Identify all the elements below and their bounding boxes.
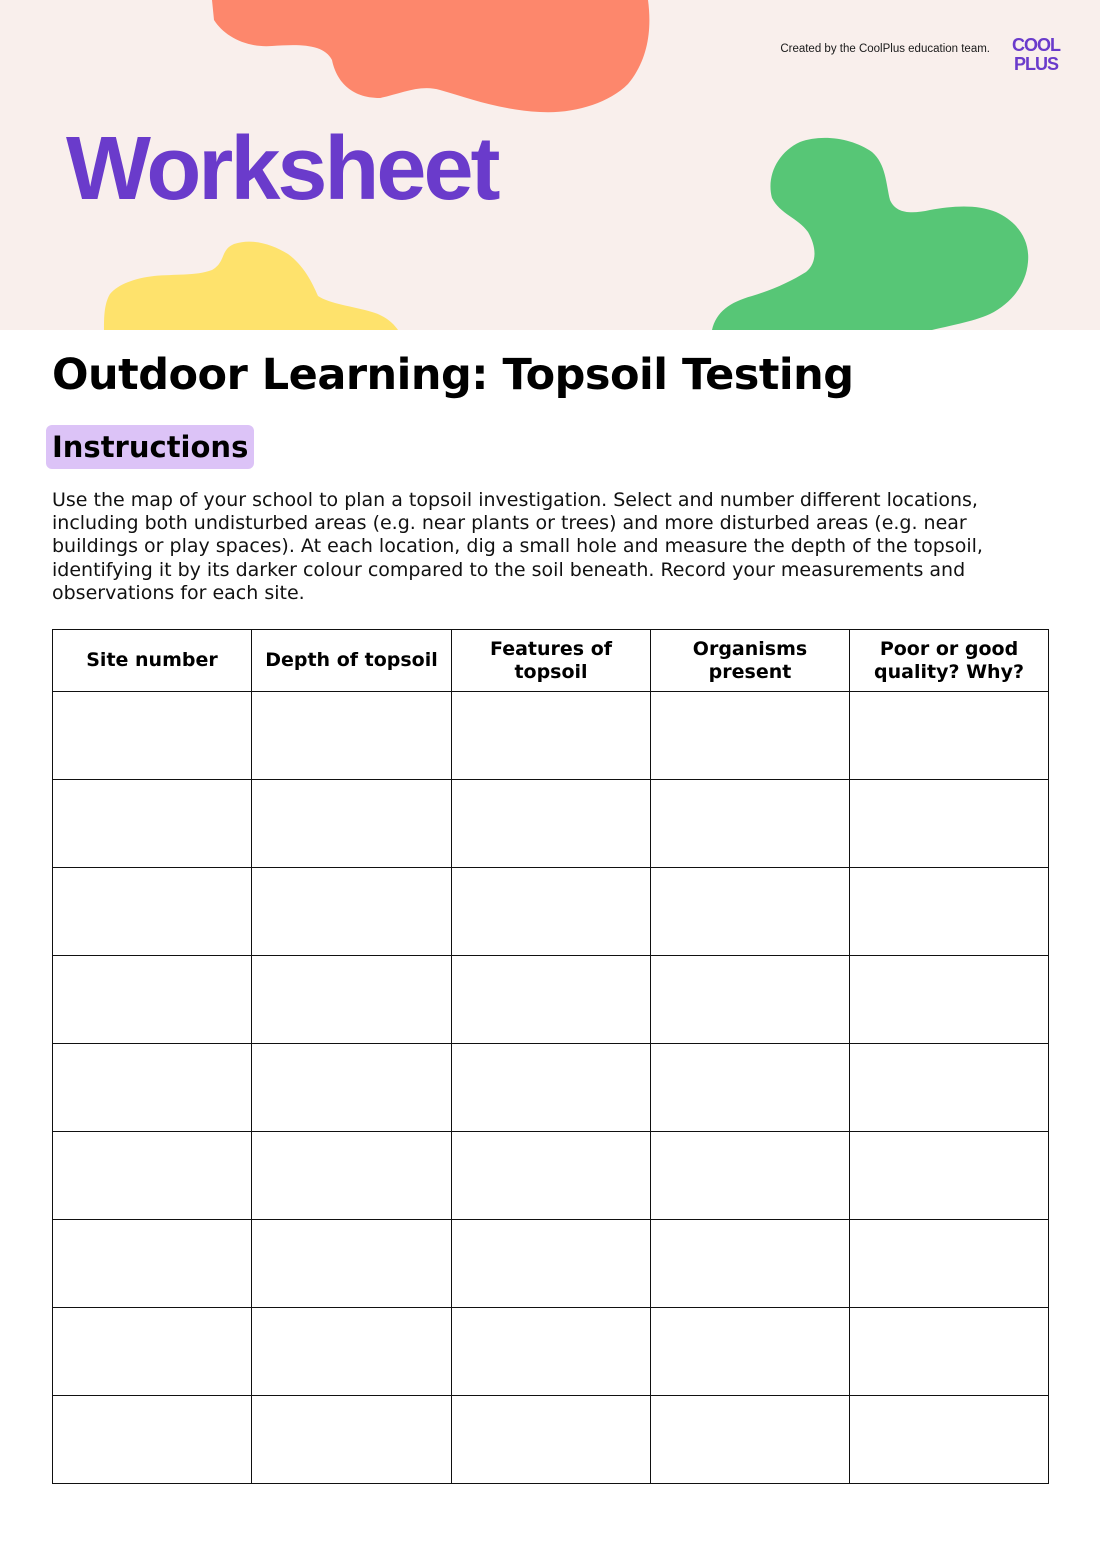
topsoil-record-table <box>52 629 1049 1484</box>
table-cell[interactable] <box>53 956 252 1044</box>
table-cell[interactable] <box>850 1132 1049 1220</box>
table-cell[interactable] <box>651 692 850 780</box>
header-depth-of-topsoil: Depth of topsoil <box>252 630 452 692</box>
table-cell[interactable] <box>452 956 651 1044</box>
table-cell[interactable] <box>252 1132 452 1220</box>
instructions-heading: Instructions <box>46 425 254 469</box>
svg-text:PLUS: PLUS <box>1013 54 1059 72</box>
table-row <box>53 868 1049 956</box>
table-cell[interactable] <box>252 780 452 868</box>
table-cell[interactable] <box>850 1044 1049 1132</box>
table-cell[interactable] <box>252 1396 452 1484</box>
table-cell[interactable] <box>53 1396 252 1484</box>
table-row <box>53 1132 1049 1220</box>
table-cell[interactable] <box>651 1396 850 1484</box>
table-cell[interactable] <box>452 692 651 780</box>
header-site-number: Site number <box>53 630 252 692</box>
table-row <box>53 956 1049 1044</box>
table-cell[interactable] <box>850 1396 1049 1484</box>
table-cell[interactable] <box>651 1220 850 1308</box>
banner-title: Worksheet <box>66 119 498 219</box>
table-row <box>53 780 1049 868</box>
header-features-of-topsoil: Features of topsoil <box>452 630 651 692</box>
table-cell[interactable] <box>452 1132 651 1220</box>
table-row <box>53 1044 1049 1132</box>
table-cell[interactable] <box>53 1220 252 1308</box>
header-organisms-present: Organisms present <box>651 630 850 692</box>
table-cell[interactable] <box>651 956 850 1044</box>
table-cell[interactable] <box>850 956 1049 1044</box>
coolplus-logo <box>1004 34 1068 72</box>
instructions-text: Use the map of your school to plan a topsoil investigation. Select and number different locations, including both undisturbed areas (e.g. near plants or trees) and more disturbed areas (e.g. near buildings or play spaces). At each location, dig a small hole and measure the depth of the topsoil, identifying it by its darker colour compared to the soil beneath. Record your measurements and observations for each site. <box>52 489 983 604</box>
table-cell[interactable] <box>252 1308 452 1396</box>
table-cell[interactable] <box>651 1044 850 1132</box>
table-cell[interactable] <box>850 1220 1049 1308</box>
table-cell[interactable] <box>53 1132 252 1220</box>
table-cell[interactable] <box>252 1044 452 1132</box>
table-row <box>53 1308 1049 1396</box>
table-cell[interactable] <box>452 868 651 956</box>
table-cell[interactable] <box>850 692 1049 780</box>
table-cell[interactable] <box>252 868 452 956</box>
table-cell[interactable] <box>651 868 850 956</box>
table-cell[interactable] <box>53 1044 252 1132</box>
table-cell[interactable] <box>452 1308 651 1396</box>
table-cell[interactable] <box>651 1132 850 1220</box>
table-row <box>53 1220 1049 1308</box>
table-row <box>53 692 1049 780</box>
table-cell[interactable] <box>651 1308 850 1396</box>
table-cell[interactable] <box>850 1308 1049 1396</box>
svg-text:COOL: COOL <box>1012 35 1060 55</box>
table-cell[interactable] <box>53 780 252 868</box>
table-cell[interactable] <box>452 1396 651 1484</box>
table-cell[interactable] <box>53 692 252 780</box>
header-quality: Poor or good quality? Why? <box>850 630 1049 692</box>
table-cell[interactable] <box>53 1308 252 1396</box>
yellow-blob <box>104 242 398 330</box>
table-cell[interactable] <box>850 868 1049 956</box>
credit-text: Created by the CoolPlus education team. <box>780 43 990 55</box>
table-cell[interactable] <box>252 1220 452 1308</box>
table-cell[interactable] <box>452 780 651 868</box>
table-cell[interactable] <box>252 956 452 1044</box>
table-cell[interactable] <box>252 692 452 780</box>
table-cell[interactable] <box>850 780 1049 868</box>
green-blob <box>712 138 1028 330</box>
table-cell[interactable] <box>452 1220 651 1308</box>
coral-blob <box>212 0 649 112</box>
table-cell[interactable] <box>53 868 252 956</box>
page-title: Outdoor Learning: Topsoil Testing <box>52 350 854 400</box>
table-cell[interactable] <box>452 1044 651 1132</box>
header-banner <box>0 0 1100 330</box>
table-header-row <box>53 630 1049 692</box>
table-row <box>53 1396 1049 1484</box>
table-cell[interactable] <box>651 780 850 868</box>
